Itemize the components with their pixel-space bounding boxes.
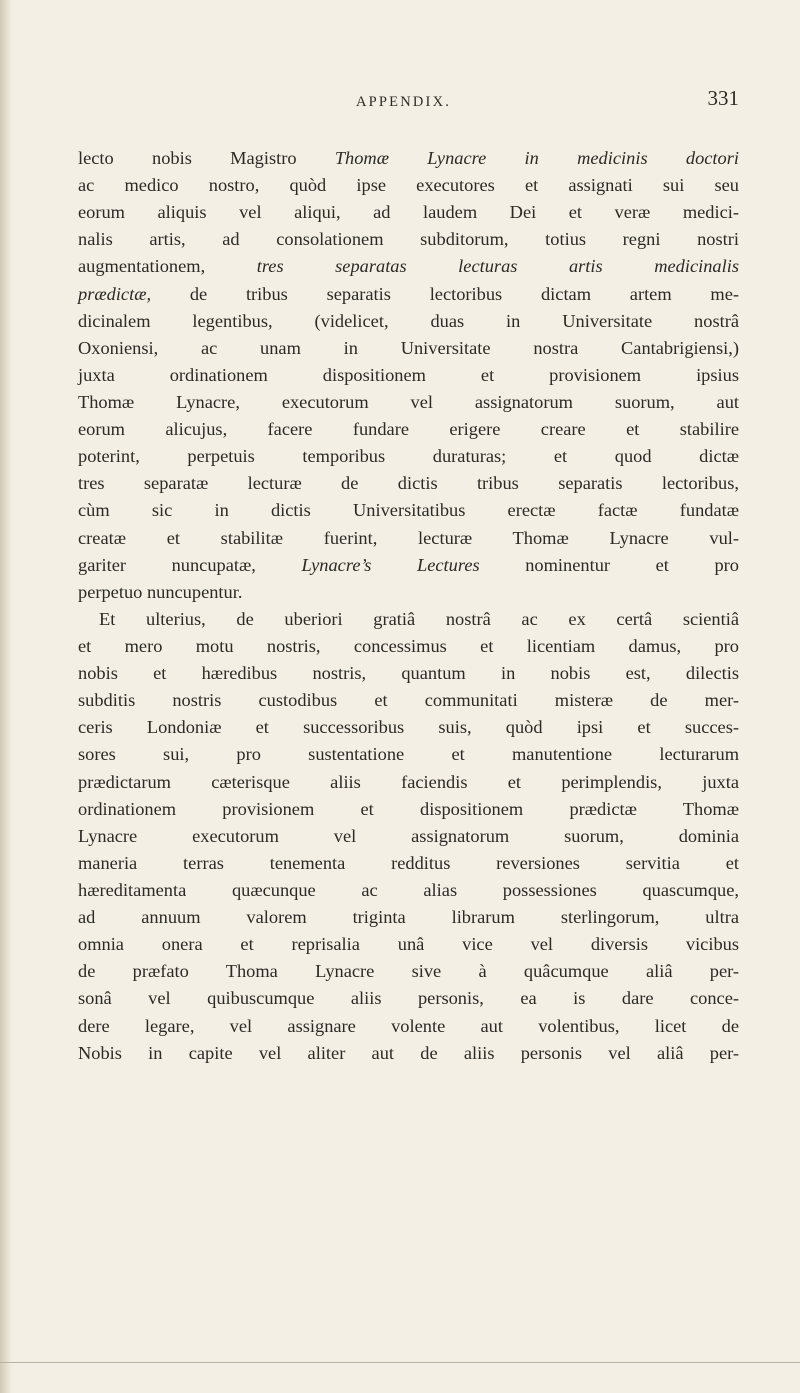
text-segment: cùm sic in dictis Universitatibus erectæ factæ fundatæ: [78, 500, 739, 521]
text-segment: subditis nostris custodibus et communitati misteræ de mer-: [78, 690, 739, 711]
text-line: [78, 958, 739, 985]
text-line: [78, 904, 739, 931]
text-segment: nalis artis, ad consolationem subditorum, totius regni nostri: [78, 229, 739, 250]
page-header: [68, 86, 739, 126]
text-segment: dere legare, vel assignare volente aut volentibus, licet de: [78, 1015, 739, 1036]
text-line: [78, 714, 739, 741]
text-segment: augmentationem,: [78, 256, 257, 277]
text-segment: eorum alicujus, facere fundare erigere creare et stabilire: [78, 419, 739, 440]
text-line: [78, 660, 739, 687]
text-segment: nominentur et pro: [479, 554, 739, 575]
text-segment: Et ulterius, de uberiori gratiâ nostrâ ac ex certâ scientiâ: [99, 608, 739, 629]
text-segment: de tribus separatis lectoribus dictam artem me-: [151, 283, 739, 304]
bottom-rule: [0, 1362, 800, 1363]
text-line: [78, 389, 739, 416]
text-segment: Nobis in capite vel aliter aut de aliis personis vel aliâ per-: [78, 1042, 739, 1063]
text-line: [78, 823, 739, 850]
text-line: [78, 308, 739, 335]
text-line: [78, 443, 739, 470]
text-segment: ac medico nostro, quòd ipse executores et assignati sui seu: [78, 175, 739, 196]
text-segment: poterint, perpetuis temporibus duraturas; et quod dictæ: [78, 446, 739, 467]
text-segment: de præfato Thoma Lynacre sive à quâcumque aliâ per-: [78, 961, 739, 982]
text-line: [78, 199, 739, 226]
text-line: [78, 362, 739, 389]
italic-segment: tres separatas lecturas artis medicinalis: [256, 256, 739, 277]
text-segment: omnia onera et reprisalia unâ vice vel diversis vicibus: [78, 934, 739, 955]
text-segment: nobis et hæredibus nostris, quantum in nobis est, dilectis: [78, 663, 739, 684]
text-segment: dicinalem legentibus, (videlicet, duas in Universitate nostrâ: [78, 310, 739, 331]
text-line: [78, 633, 739, 660]
text-line: [78, 1013, 739, 1040]
text-line: [78, 525, 739, 552]
text-segment: Lynacre executorum vel assignatorum suorum, dominia: [78, 825, 739, 846]
text-line: [78, 769, 739, 796]
text-segment: juxta ordinationem dispositionem et provisionem ipsius: [78, 364, 739, 385]
text-segment: Thomæ Lynacre, executorum vel assignatorum suorum, aut: [78, 391, 739, 412]
italic-segment: prædictæ,: [78, 283, 152, 304]
text-segment: sonâ vel quibuscumque aliis personis, ea is dare conce-: [78, 988, 739, 1009]
text-segment: ceris Londoniæ et successoribus suis, quòd ipsi et succes-: [78, 717, 739, 738]
text-segment: gariter nuncupatæ,: [78, 554, 302, 575]
italic-segment: Lynacre’s Lectures: [301, 554, 480, 575]
text-line: [78, 497, 739, 524]
text-line: [78, 579, 739, 606]
text-segment: maneria terras tenementa redditus reversiones servitia et: [78, 852, 739, 873]
running-head: APPENDIX.: [355, 94, 452, 110]
text-segment: prædictarum cæterisque aliis faciendis et perimplendis, juxta: [78, 771, 739, 792]
text-segment: ordinationem provisionem et dispositionem prædictæ Thomæ: [78, 798, 739, 819]
text-line: [78, 687, 739, 714]
text-segment: perpetuo nuncupentur.: [78, 581, 243, 602]
text-line: [78, 877, 739, 904]
text-segment: ad annuum valorem triginta librarum sterlingorum, ultra: [78, 907, 739, 928]
body-text: [78, 145, 739, 1067]
text-segment: eorum aliquis vel aliqui, ad laudem Dei et veræ medici-: [78, 202, 739, 223]
text-line: [78, 606, 739, 633]
text-segment: hæreditamenta quæcunque ac alias possessiones quascumque,: [78, 879, 739, 900]
text-line: [78, 931, 739, 958]
text-line: [78, 985, 739, 1012]
page-edge-shadow: [0, 0, 12, 1393]
text-line: [78, 416, 739, 443]
text-line: [78, 226, 739, 253]
text-line: [78, 145, 739, 172]
italic-segment: Thomæ Lynacre in medicinis doctori: [334, 148, 739, 168]
text-line: [78, 1040, 739, 1067]
text-segment: sores sui, pro sustentatione et manutentione lecturarum: [78, 744, 739, 765]
text-segment: creatæ et stabilitæ fuerint, lecturæ Thomæ Lynacre vul-: [78, 527, 739, 548]
text-line: [78, 741, 739, 768]
text-line: [78, 281, 739, 308]
page-number: 331: [707, 86, 739, 110]
text-line: [78, 470, 739, 497]
text-segment: et mero motu nostris, concessimus et licentiam damus, pro: [78, 635, 739, 656]
text-segment: tres separatæ lecturæ de dictis tribus separatis lectoribus,: [78, 473, 739, 494]
text-segment: lecto nobis Magistro: [78, 148, 335, 168]
text-line: [78, 335, 739, 362]
text-line: [78, 253, 739, 280]
text-line: [78, 552, 739, 579]
text-line: [78, 850, 739, 877]
text-line: [78, 172, 739, 199]
text-segment: Oxoniensi, ac unam in Universitate nostra Cantabrigiensi,): [78, 337, 739, 358]
text-line: [78, 796, 739, 823]
